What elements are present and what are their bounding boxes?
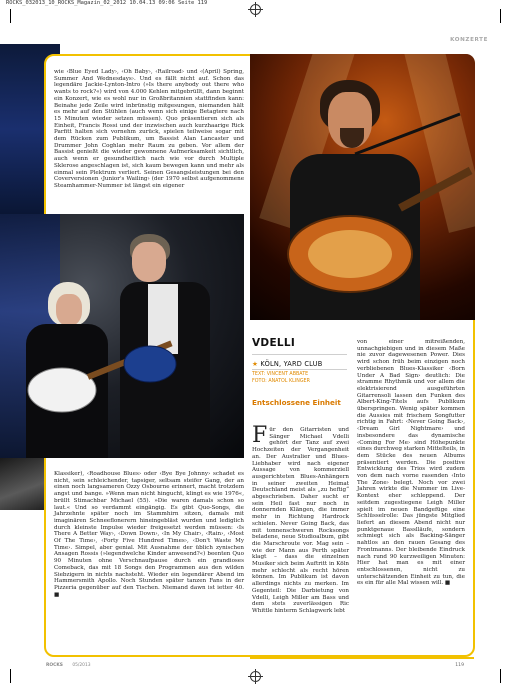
registration-mark-icon [250, 671, 261, 682]
photo-credit-name: ANATOL KLINGER [268, 379, 310, 384]
registration-mark-icon [250, 4, 261, 15]
microphone-stand [355, 114, 460, 154]
blue-bass-body [124, 346, 176, 382]
crop-mark [10, 9, 11, 23]
divider [252, 369, 347, 370]
text-credit-label: TEXT: [252, 372, 266, 377]
divider [252, 354, 347, 355]
footer-magazine: ROCKS [46, 663, 63, 668]
concert-photo-status-quo [0, 214, 244, 458]
section-label: KONZERTE [450, 37, 488, 43]
footer-issue-number: 05/2013 [72, 663, 91, 668]
concert-photo-vdelli [250, 54, 475, 320]
page-number: 119 [455, 663, 464, 668]
venue-name: KÖLN, YARD CLUB [260, 360, 323, 368]
review-text-right: von einer mitreißenden, unnachgiebigen und in diesem Maße nie zuvor dagewesenen Power. Dies wird schon früh beim einzigen noch verbliebenen Blues-Klassiker ‹Born Under A Bad Sign› deutlich: Die stramme Rhythmik und vor allem die elektrisierend ausgeführten Gitarrensoli lassen den Funken des Albert-King-Titels aufs Publikum überspringen. Wenig später kommen die Aussies mit frischem Songfutter richtig in Fahrt: ‹Never Going Back›, ‹Dream Girl Nightmare› und insbesondere das dynamische ‹Coming For Me› sind Höhepunkte eines durchweg starken Mittelteils, in dem Stücke des neuen Albums präsentiert werden. Die positive Entwicklung des Trios wird zudem von dem nach vorne rasenden ‹Into The Zone› belegt. Noch vor zwei Jahren wirkte die Nummer im Live-Kontext eher schleppend. Der seitdem zugestiegene Leigh Miller spielt im neuen Bandgefüge eine Schlüsselrolle: Das jüngste Mitglied liefert an diesem Abend nicht nur punktgenaue Basslläufe, sondern schmiegt sich als Backing-Sänger nahtlos an den rauen Gesang des Frontmanns. Der bleibende Eindruck nach rund 90 kurzweiligen Minuten: Hier hat man es mit einer entschlossenen, nicht zu unterschätzenden Einheit zu tun, die es ein für alle Mal wissen will. ■ [357, 339, 465, 587]
review-text-mid: Für den Gitarristen und Sänger Michael Vdelli gehört der Tanz auf zwei Hochzeiten der Vergangenheit an. Der Australier und Blues-Liebhaber wird nach eigener Aussage von kommerziell ausgerichteten Blues-Anhängern in seiner zweiten Heimat Deutschland meist als „zu heftig“ abgeschrieben. Daher sucht er sein Heil fast nur noch in donnernden Klängen, die immer mehr in Richtung Hardrock schielen. Never Going Back, das mit tonnenschweren Rocksongs beladene, neue Studioalbum, gibt die Marschroute vor. Mag sein – wie der Mann aus Perth später klagt – dass die einzelnen Musiker sich beim Auftritt in Köln mehr schlecht als recht hören können. Im Publikum ist davon allerdings nichts zu merken. Im Gegenteil: Die Darbietung von Vdelli, Leigh Miller am Bass und dem stets zuverlässigen Ric Whittle hinterm Schlagwerk lebt [252, 423, 349, 614]
footer-issue [46, 663, 91, 668]
guitars-illustration [0, 214, 244, 458]
text-credit [252, 372, 308, 377]
star-icon: ★ [252, 360, 259, 368]
venue-line [252, 360, 322, 368]
photo-credit-label: FOTO: [252, 379, 267, 384]
article-text-left: Klassiker), ‹Roadhouse Blues› oder ‹Bye Bye Johnny› schadet es nicht, sein schleichender, tapsiger, seltsam steifer Gang, der an einen noch langsameren Ozzy Osbourne erinnert, macht trotzdem angst und bange. »Wenn man nicht hingucht, klingt es wie 1976«, brüllt Stimachbar Michael (55). »Die waren damals schon so laut.« Und so verdammt eingängig. Es gibt Quo-Songs, die Jahrzehnte später noch im Stammhirn sitzen, damals mit imaginären Schneeflonerern hineingebläst wurden und lediglich durch kleinste Impulse wieder freigesetzt werden müssen: ‹Is There A Better Way›, ‹Down Down›, ‹In My Chair›, ‹Rain›, ‹Most Of The Time›, ‹Forty Five Hundred Times›, ‹Don't Waste My Time›. Simpel, aber genial. Mit Ausnahme der üblich zynischen Ansagen Rossis (»legendwelche Kinder anwesend?«) beenten Quo 90 Minuten ohne Verschnaufpause durch ein grandioses Comeback, das mit 18 Songs den Programmen aus den wilden Siebzigern in nichts nachsteht. Wieder ein legendärer Abend im Hammersmith Apollo. Noch Stunden später tanzen Fans in der Pizzeria gegenüber auf den Tischen. Niemand dawn ist ietter 40. ■ [54, 471, 244, 598]
microphone-and-guitar [250, 54, 475, 320]
sunburst-guitar [288, 167, 473, 292]
article-text-top: wie ‹Blue Eyed Lady›, ‹Oh Baby›, ‹Railroad› und ‹(April) Spring, Summer And Wednesdays›. Und es fällt nicht auf. Schon das legendäre Jackie-Lynton-Intro (»Is there anybody out there who wants to rock?«) wird von 4.000 Kehlen mitgebrüllt, dann beginnt ein Konzert, wie es wohl nur in Großbritannien stattfinden kann: Beinahe jede Zeile wird inbrünstig mitgesungen, niemanden hält es mehr auf den Stühlen (auch wenn sich einige Betagtere nach 15 Minuten wieder setzen müssen). Quo präsentieren sich als Einheit, Francis Rossi und der inzwischen auch kurzhaarige Rick Parfitt halten sich vornehm zurück, spielen teilweise sogar mit dem Rücken zum Publikum, um Bassist Alan Lancaster und Drummer John Coghlan mehr Raum zu geben. Vor allem der Bassist genießt die wieder gewonnene Aufmerksamkeit sichtlich, auch wenn er gesundheitlich nach wie vor durch Multiple Sklerose angeschlagen ist, sich kaum bewegen kann und mehr als einmal sein Plektrum verliert. Seinen Gesangsleistungen bei den Coverversionen ‹Junior's Wailing› (der 1970 selbst aufgenommene Steamhammer-Nummer ist längst ein eigener [54, 69, 244, 189]
accent-underline [250, 657, 474, 659]
crop-mark [10, 669, 11, 683]
photo-credit [252, 379, 310, 384]
crowd-thumbnail [0, 458, 44, 510]
review-subtitle: Entschlossene Einheit [252, 398, 341, 407]
crop-mark [500, 669, 501, 683]
band-name: VDELLI [252, 337, 296, 349]
text-credit-name: VINCENT ABBATE [266, 372, 309, 377]
print-slug: ROCKS_032013_10_ROCKS_Magazin_02_2012 10.04.13 09:06 Seite 119 [6, 0, 208, 6]
crop-mark [500, 9, 501, 23]
